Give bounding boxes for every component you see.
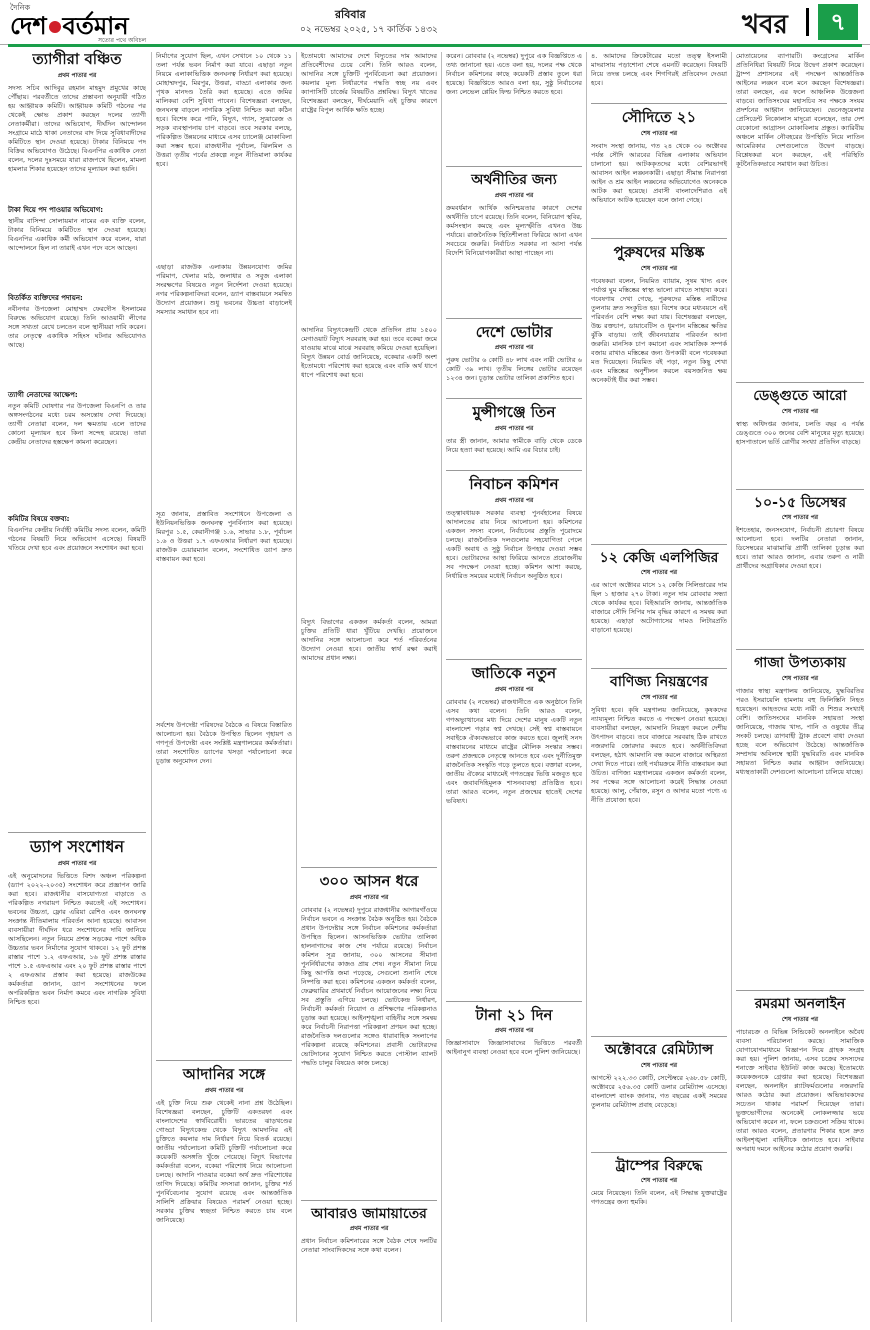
logo-red-dot-icon <box>49 21 61 33</box>
article-divider <box>591 1036 727 1037</box>
headline-tyagira: ত্যাগীরা বঞ্চিত <box>32 50 122 68</box>
article-divider <box>301 1200 437 1201</box>
kicker: প্রথম পাতার পর <box>494 685 534 693</box>
kicker: প্রথম পাতার পর <box>349 893 389 901</box>
kicker: প্রথম পাতার পর <box>494 344 534 352</box>
article-text: এই চুক্তি নিয়ে শুরু থেকেই নানা প্রশ্ন উঠেছিল। বিশেষজ্ঞরা বলছেন, চুক্তিটি একতরফা এবং বাংলাদেশের স্বার্থবিরোধী। ভারতের ঝাড়খণ্ডের গোড্ডা বিদ্যুৎকেন্দ্র থেকে বিদ্যুৎ আমদানির এই চুক্তিতে কয়লার দাম নির্ধারণ নিয়ে বিতর্ক রয়েছে। জাতীয় পর্যালোচনা কমিটি চুক্তিটি পর্যালোচনা করে কয়েকটি অসঙ্গতি খুঁজে পেয়েছে। বিদ্যুৎ বিভাগের কর্মকর্তারা বলেন, বকেয়া পরিশোধ নিয়ে আলোচনা চলছে। আদানি পাওয়ার বকেয়া অর্থ দ্রুত পরিশোধের তাগিদ দিয়েছে। কমিটির সদস্যরা জানান, চুক্তির শর্ত পুনর্বিবেচনার সুযোগ রয়েছে এবং আন্তর্জাতিক সালিশি প্রক্রিয়ার বিষয়েও পরামর্শ নেওয়া হচ্ছে। সরকার চুক্তির স্বচ্ছতা নিশ্চিত করতে চায় বলে জানিয়েছে। <box>156 1098 292 1224</box>
kicker: প্রথম পাতার পর <box>57 859 97 867</box>
article-text: তার স্ত্রী জানান, আমার স্বামীকে বাড়ি থেকে ডেকে নিয়ে হত্যা করা হয়েছে। আমি এর বিচার চাই। <box>446 437 582 455</box>
headline-21-days: টানা ২১ দিন <box>475 1005 553 1024</box>
newspaper-logo <box>8 2 198 42</box>
kicker: শেষ পাতার পর <box>640 1061 678 1069</box>
article-divider <box>446 318 582 319</box>
subheading: টাকা দিয়ে পদ পাওয়ার অভিযোগ: <box>8 205 104 214</box>
article-text: করেন। রোববার (২ নভেম্বর) দুপুরে এক বিজ্ঞপ্তিতে এ তথ্য জানানো হয়। এতে বলা হয়, দলের পক্ষ থেকে নির্বাচন কমিশনের কাছে কয়েকটি প্রস্তাব তুলে ধরা হয়েছে। বিজ্ঞপ্তিতে আরও বলা হয়, সুষ্ঠু নির্বাচনের জন্য লেভেল প্লেয়িং ফিল্ড নিশ্চিত করতে হবে। <box>446 52 582 96</box>
article-text: সর্বশেষ উপদেষ্টা পরিষদের বৈঠকে এ বিষয়ে বিস্তারিত আলোচনা হয়। বৈঠকে উপস্থিত ছিলেন গৃহায়ণ ও গণপূর্ত উপদেষ্টা এবং সংশ্লিষ্ট মন্ত্রণালয়ের কর্মকর্তারা। তারা সংশোধিত ড্যাপের খসড়া পর্যালোচনা করে চূড়ান্ত অনুমোদন দেন। <box>156 721 292 765</box>
kicker: শেষ পাতার পর <box>640 1177 678 1185</box>
section-title: খবর <box>742 10 788 40</box>
article-text: ৪. আমাদের ক্রিকেটারের মতো তত্ত্ব ইসলামী মাদরাসায় পড়াশোনা শেষে এমনটি করেছেন। বিষয়টি নিয়ে তদন্ত চলছে এবং শিগগিরই প্রতিবেদন দেওয়া হবে। <box>591 52 727 87</box>
column-4 <box>446 52 582 1075</box>
column-1 <box>8 52 146 1277</box>
logo-small-text: দৈনিক <box>10 3 31 12</box>
kicker: শেষ পাতার পর <box>781 675 819 683</box>
logo-tagline: সত্যের পথে অবিচল <box>98 37 147 44</box>
kicker: শেষ পাতার পর <box>640 693 678 701</box>
article-text: স্থানীয় বাসিন্দা সোলায়মান নামের এক ব্যক্তি বলেন, টাকার বিনিময়ে কমিটিতে স্থান দেওয়া হয়েছে। বিএনপির একাধিক কর্মী অভিযোগ করে বলেন, যারা আন্দোলনে ছিল না তারাই এখন পদে বসে আছেন। <box>8 216 146 252</box>
article-text: ইশতেহার, জনসংযোগ, নির্বাচনী প্রচারণা বিষয়ে আলোচনা হবে। দলটির নেতারা জানান, ডিসেম্বরের মাঝামাঝি প্রার্থী তালিকা চূড়ান্ত করা হবে। তারা আরও জানান, এবার তরুণ ও নারী প্রার্থীদের অগ্রাধিকার দেওয়া হবে। <box>736 526 864 571</box>
article-divider <box>591 1152 727 1153</box>
article-text: গাজার স্বাস্থ্য মন্ত্রণালয় জানিয়েছে, যুদ্ধবিরতির পরও ইসরায়েলি হামলায় বহু ফিলিস্তিনি নিহত হয়েছেন। আহতদের মধ্যে নারী ও শিশুর সংখ্যাই বেশি। জাতিসংঘের মানবিক সহায়তা সংস্থা জানিয়েছে, গাজায় খাদ্য, পানি ও ওষুধের তীব্র সংকট চলছে। ত্রাণবাহী ট্রাক প্রবেশে বাধা দেওয়া হচ্ছে বলে অভিযোগ উঠেছে। আন্তর্জাতিক সম্প্রদায় অবিলম্বে স্থায়ী যুদ্ধবিরতি এবং মানবিক সহায়তা নিশ্চিত করার আহ্বান জানিয়েছে। মধ্যস্থতাকারী দেশগুলো আলোচনা চালিয়ে যাচ্ছে। <box>736 687 864 777</box>
article-text: সূত্র জানায়, প্রস্তাবিত সংশোধনে উপজেলা ও ইউনিয়নভিত্তিক জনঘনত্ব পুনর্বিন্যাস করা হয়েছে। মিরপুর ১.৫, কেরানীগঞ্জ ১.৬, সাভার ১.৮, পূর্বাচল ১.৬ ও উত্তরা ১.৭ এফএআর নির্ধারণ করা হয়েছে। রাজউক চেয়ারম্যান বলেন, সংশোধিত ড্যাপ দ্রুত বাস্তবায়ন করা হবে। <box>156 510 292 563</box>
article-text: এই অনুমোদনের ভিত্তিতে বিশদ অঞ্চল পরিকল্পনা (ড্যাপ ২০২২-২০৩৫) সংশোধন করে প্রজ্ঞাপন জারি করা হবে। রাজধানীর বাসযোগ্যতা বাড়াতে ও পরিকল্পিত নগরায়ণ নিশ্চিত করতেই এই সংশোধন। ভবনের উচ্চতা, ফ্লোর এরিয়া রেশিও এবং জনঘনত্ব সংক্রান্ত নীতিমালায় পরিবর্তন আনা হয়েছে। আবাসন ব্যবসায়ীরা দীর্ঘদিন ধরে সংশোধনের দাবি জানিয়ে আসছিলেন। নতুন নিয়মে প্রশস্ত সড়কের পাশে অধিক উচ্চতার ভবন নির্মাণের সুযোগ থাকবে। ১২ ফুট প্রশস্ত রাস্তার পাশে ১.২ এফএআর, ১৬ ফুট প্রশস্ত রাস্তার পাশে ১.৫ এফএআর এবং ২০ ফুট প্রশস্ত রাস্তার পাশে ২ এফএআর প্রস্তাব করা হয়েছে। রাজউকের কর্মকর্তারা জানান, ড্যাপ সংশোধনের ফলে অপরিকল্পিত ভবন নির্মাণ কমবে এবং নাগরিক সুবিধা নিশ্চিত হবে। <box>8 871 146 1006</box>
headline-remittance: অক্টোবরে রেমিট্যান্স <box>604 1041 714 1058</box>
kicker: প্রথম পাতার পর <box>57 71 97 79</box>
subheading: বিতর্কিত ব্যক্তিদের পদায়ন: <box>8 293 83 302</box>
kicker: শেষ পাতার পর <box>640 129 678 137</box>
article-divider <box>446 470 582 471</box>
article-divider <box>301 867 437 868</box>
column-5 <box>591 52 727 1216</box>
headline-brain: পুরুষদের মস্তিষ্ক <box>613 242 705 261</box>
article-divider <box>736 489 864 490</box>
article-text: এর আগে অক্টোবর মাসে ১২ কেজি সিলিন্ডারের দাম ছিল ১ হাজার ২৭০ টাকা। নতুন দাম রোববার সন্ধ্যা থেকে কার্যকর হবে। বিইআরসি জানায়, আন্তর্জাতিক বাজারে সৌদি সিপির দাম বৃদ্ধির কারণে এ সমন্বয় করা হয়েছে। এছাড়া অটোগ্যাসের দামও লিটারপ্রতি বাড়ানো হয়েছে। <box>591 581 727 635</box>
kicker: প্রথম পাতার পর <box>494 496 534 504</box>
logo-name-left: দেশ <box>10 12 47 40</box>
article-text: এছাড়া রাজউক এলাকায় উন্নয়নযোগ্য জমির পরিমাণ, খেলার মাঠ, জলাধার ও সবুজ এলাকা সংরক্ষণের বিষয়েও নতুন নির্দেশনা দেওয়া হয়েছে। নগর পরিকল্পনাবিদরা বলেন, ড্যাপ বাস্তবায়নে সমন্বিত উদ্যোগ প্রয়োজন। শুধু ভবনের উচ্চতা বাড়ালেই সমস্যার সমাধান হবে না। <box>156 263 292 316</box>
article-text: সংবাদ সংস্থা জানায়, গত ২৪ থেকে ৩০ অক্টোবর পর্যন্ত সৌদি আরবের বিভিন্ন এলাকায় অভিযান চালানো হয়। আটককৃতদের মধ্যে বেশিরভাগই আবাসন আইন লঙ্ঘনকারী। এছাড়া সীমান্ত নিরাপত্তা আইন ও শ্রম আইন লঙ্ঘনের অভিযোগেও অনেককে আটক করা হয়েছে। প্রবাসী বাংলাদেশিরাও এই অভিযানে আটক হয়েছেন বলে জানা গেছে। <box>591 141 727 204</box>
article-text: প্রধান নির্বাচন কমিশনারের সঙ্গে বৈঠক শেষে দলটির নেতারা সাংবাদিকদের সঙ্গে কথা বলেন। <box>301 1237 437 1255</box>
column-divider <box>296 52 297 1322</box>
article-text: পুরুষ ভোটার ৬ কোটি ৪৮ লাখ এবং নারী ভোটার ৬ কোটি ৩৯ লাখ। তৃতীয় লিঙ্গের ভোটার রয়েছেন ১২৩৪ জন। চূড়ান্ত ভোটার তালিকা প্রকাশিত হবে। <box>446 356 582 383</box>
headline-adani: আদানির সঙ্গে <box>182 1065 266 1083</box>
issue-date: ০২ নভেম্বর ২০২৫, ১৭ কার্তিক ১৪৩২ <box>300 25 438 35</box>
article-text: বোববার (২ নভেম্বর) দুপুরে রাজধানীর আগারগাঁওয়ে নির্বাচন ভবনে এ সংক্রান্ত বৈঠক অনুষ্ঠিত হয়। বৈঠকে প্রধান উপদেষ্টার সঙ্গে নির্বাচন কমিশনের কর্মকর্তারা উপস্থিত ছিলেন। আসনভিত্তিক ভোটার তালিকা হালনাগাদের কাজ শেষ পর্যায়ে রয়েছে। নির্বাচন কমিশন সূত্র জানায়, ৩০০ আসনের সীমানা পুনর্নির্ধারণের কাজও প্রায় শেষ। নতুন সীমানা নিয়ে কিছু আপত্তি জমা পড়েছে, সেগুলো শুনানি শেষে নিষ্পত্তি করা হবে। কমিশনের একজন কর্মকর্তা বলেন, ফেব্রুয়ারির প্রথমার্ধে নির্বাচন আয়োজনের লক্ষ্য নিয়ে সব প্রস্তুতি এগিয়ে চলছে। ভোটকেন্দ্র নির্ধারণ, নির্বাচনী কর্মকর্তা নিয়োগ ও প্রশিক্ষণের পরিকল্পনাও চূড়ান্ত করা হয়েছে। আইনশৃঙ্খলা বাহিনীর সঙ্গে সমন্বয় করে নির্বাচনী নিরাপত্তা পরিকল্পনা প্রণয়ন করা হচ্ছে। রাজনৈতিক দলগুলোর সঙ্গেও ধারাবাহিক সংলাপের পরিকল্পনা রয়েছে কমিশনের। প্রবাসী ভোটারদের ভোটদানের সুযোগ নিশ্চিত করতে পোস্টাল ব্যালট পদ্ধতি চালুর বিষয়েও কাজ চলছে। <box>301 905 437 1067</box>
kicker: প্রথম পাতার পর <box>494 1027 534 1035</box>
kicker: শেষ পাতার পর <box>781 514 819 522</box>
article-text: সুবিধা হবে। কৃষি মন্ত্রণালয় জানিয়েছে, কৃষকদের ন্যায্যমূল্য নিশ্চিত করতে এ পদক্ষেপ নেওয়া হয়েছে। ব্যবসায়ীরা বলছেন, আমদানি নিয়ন্ত্রণ করলে দেশীয় উৎপাদন বাড়বে। তবে বাজারে সরবরাহ ঠিক রাখতে নজরদারি জোরদার করতে হবে। অর্থনীতিবিদরা বলছেন, হঠাৎ আমদানি বন্ধ করলে বাজারে অস্থিরতা দেখা দিতে পারে। তাই পর্যায়ক্রমে নীতি বাস্তবায়ন করা উচিত। বাণিজ্য মন্ত্রণালয়ের একজন কর্মকর্তা বলেন, সব পক্ষের সঙ্গে আলোচনা করেই সিদ্ধান্ত নেওয়া হয়েছে। আলু, পেঁয়াজ, রসুন ও আদার মতো পণ্যে এ নীতি প্রযোজ্য হবে। <box>591 705 727 804</box>
column-divider <box>586 52 587 1322</box>
article-divider <box>591 103 727 104</box>
column-divider <box>151 52 152 1322</box>
article-divider <box>446 659 582 660</box>
header-rule <box>8 44 862 47</box>
masthead <box>0 0 870 45</box>
column-divider <box>731 52 732 1322</box>
article-divider <box>736 990 864 991</box>
headline-lpg: ১২ কেজি এলপিজির <box>599 549 719 566</box>
article-divider <box>446 1001 582 1002</box>
headline-trade-control: বাণিজ্য নিয়ন্ত্রণের <box>610 674 708 691</box>
article-text: সদস্য সচিব আদিবুর রহমান মাহমুদ প্রমুখের কাছে পৌঁছায়। পরবর্তীতে তাদের প্রস্তাবনা অনুযায়ী গঠিত হয় আহ্বায়ক কমিটি। আহ্বায়ক কমিটি গঠনের পর থেকেই ক্ষোভ প্রকাশ করছেন দলের ত্যাগী নেতাকর্মীরা। তাদের অভিযোগ, দীর্ঘদিন আন্দোলন সংগ্রামে মাঠে থাকা নেতাদের বাদ দিয়ে সুবিধাবাদীদের কমিটিতে স্থান দেওয়া হয়েছে। টাকার বিনিময়ে পদ বিক্রির অভিযোগও উঠেছে। বিএনপির একাধিক নেতা বলেন, দলের দুঃসময়ে যারা রাজপথে ছিলেন, মামলা হামলার শিকার হয়েছেন তাদের মূল্যায়ন করা হয়নি। <box>8 83 146 173</box>
subheading: কমিটির বিষয়ে বক্তব্য: <box>8 514 70 523</box>
article-text: নবীনগর উপজেলা মোহাম্মদ ফেরদৌস ইসলামের বিরুদ্ধে অভিযোগ রয়েছে। তিনি আওয়ামী লীগের সঙ্গে সখ্যতা রেখে চলতেন বলে স্থানীয়রা দাবি করেন। তার নেতৃত্বে একাধিক সহিংস ঘটনার অভিযোগও আছে। <box>8 304 146 349</box>
subheading: ত্যাগী নেতাদের আক্ষেপ: <box>8 390 78 399</box>
headline-jamaat: আবারও জামায়াতের <box>311 1205 427 1222</box>
article-text: গবেষকরা বলেন, নিয়মিত ব্যায়াম, সুষম খাদ্য এবং পর্যাপ্ত ঘুম মস্তিষ্কের স্বাস্থ্য ভালো রাখতে সাহায্য করে। গবেষণায় দেখা গেছে, পুরুষদের মস্তিষ্ক নারীদের তুলনায় দ্রুত সংকুচিত হয়। বিশেষ করে মধ্যবয়সে এই পরিবর্তন বেশি লক্ষ্য করা যায়। বিশেষজ্ঞরা বলছেন, উচ্চ রক্তচাপ, ডায়াবেটিস ও ধূমপান মস্তিষ্কের ক্ষতির ঝুঁকি বাড়ায়। তাই জীবনযাত্রায় পরিবর্তন আনা জরুরি। মানসিক চাপ কমানো এবং সামাজিক সম্পর্ক বজায় রাখাও মস্তিষ্কের জন্য উপকারী বলে গবেষকরা মত দিয়েছেন। নিয়মিত বই পড়া, নতুন কিছু শেখা এবং মস্তিষ্কের অনুশীলন করলে বয়সজনিত ক্ষয় অনেকটাই ধীর করা সম্ভব। <box>591 276 727 384</box>
kicker: শেষ পাতার পর <box>640 569 678 577</box>
article-divider <box>8 832 146 833</box>
kicker: শেষ পাতার পর <box>640 264 678 272</box>
headline-300-seats: ৩০০ আসন ধরে <box>319 872 419 890</box>
column-3 <box>301 52 437 1273</box>
headline-nation-new: জাতিকে নতুন <box>471 663 557 682</box>
issue-day: রবিবার <box>335 8 366 21</box>
headline-election-commission: নিবাচন কমিশন <box>469 475 559 494</box>
article-text: আগস্টে ২২২.৩৩ কোটি, সেপ্টেম্বরে ২৬৮.৫৮ কোটি, অক্টোবরে ২৫৬.৩৫ কোটি ডলার রেমিট্যান্স এসেছে। বাংলাদেশ ব্যাংক জানায়, গত বছরের একই সময়ের তুলনায় রেমিট্যান্স প্রবাহ বেড়েছে। <box>591 1073 727 1109</box>
kicker: শেষ পাতার পর <box>781 1015 819 1023</box>
headline-dengue: ডেঙ্গুতে আরো <box>753 388 847 404</box>
column-6 <box>736 52 864 1298</box>
article-text: জিজ্ঞাসাবাদে জিজ্ঞাসাবাদের ভিত্তিতে পরবর্তী আইনানুগ ব্যবস্থা নেওয়া হবে বলে পুলিশ জানিয়েছে। <box>446 1039 582 1057</box>
article-divider <box>736 649 864 650</box>
article-text: বিদ্যুৎ বিভাগের একজন কর্মকর্তা বলেন, আমরা চুক্তির প্রতিটি ধারা খুঁটিয়ে দেখছি। প্রয়োজনে আদানির সঙ্গে আলোচনা করে শর্ত পরিবর্তনের উদ্যোগ নেওয়া হবে। জাতীয় স্বার্থ রক্ষা করাই আমাদের প্রধান লক্ষ্য। <box>301 618 437 662</box>
headline-online: রমরমা অনলাইন <box>754 996 846 1013</box>
article-text: আদানির বিদ্যুৎকেন্দ্রটি থেকে প্রতিদিন প্রায় ১৫০০ মেগাওয়াট বিদ্যুৎ সরবরাহ করা হয়। তবে বকেয়া জমে যাওয়ায় মাঝে মাঝে সরবরাহ কমিয়ে দেওয়া হয়েছিল। বিদ্যুৎ উন্নয়ন বোর্ড জানিয়েছে, বকেয়ার একটি অংশ ইতোমধ্যে পরিশোধ করা হয়েছে এবং বাকি অর্থ ধাপে ধাপে পরিশোধ করা হবে। <box>301 326 437 379</box>
article-text: পাচারচক্র ও বিভিন্ন সিন্ডিকেট অনলাইনে অবৈধ ব্যবসা পরিচালনা করছে। সামাজিক যোগাযোগমাধ্যমে বিজ্ঞাপন দিয়ে গ্রাহক সংগ্রহ করা হয়। পুলিশ জানায়, এসব চক্রের সদস্যদের শনাক্তে সাইবার ইউনিট কাজ করছে। ইতোমধ্যে কয়েকজনকে গ্রেপ্তার করা হয়েছে। বিশেষজ্ঞরা বলছেন, অনলাইন প্ল্যাটফর্মগুলোর নজরদারি আরও কঠোর করা প্রয়োজন। অভিভাবকদের সচেতন থাকার পরামর্শ দিয়েছেন তারা। ভুক্তভোগীদের অনেকেই লোকলজ্জার ভয়ে অভিযোগ করেন না, ফলে চক্রগুলো সক্রিয় থাকে। তারা আরও বলেন, প্রতারণার শিকার হলে দ্রুত আইনশৃঙ্খলা বাহিনীকে জানাতে হবে। সাইবার অপরাধ দমনে আইনের কঠোর প্রয়োগ জরুরি। <box>736 1027 864 1153</box>
headline-trump: ট্রাম্পের বিরুদ্ধে <box>615 1157 703 1174</box>
article-text: তত্ত্বাবধায়ক সরকার ব্যবস্থা পুনর্বহালের বিষয়ে আদালতের রায় নিয়ে আলোচনা হয়। কমিশনের একজন সদস্য বলেন, নির্বাচনের প্রস্তুতি পুরোদমে চলছে। রাজনৈতিক দলগুলোর সহযোগিতা পেলে একটি অবাধ ও সুষ্ঠু নির্বাচন উপহার দেওয়া সম্ভব হবে। ভোটারদের আস্থা ফিরিয়ে আনতে প্রয়োজনীয় সব পদক্ষেপ নেওয়া হচ্ছে। কমিশন আশা করছে, নির্ধারিত সময়ের মধ্যেই নির্বাচন অনুষ্ঠিত হবে। <box>446 508 582 580</box>
article-divider <box>591 668 727 669</box>
article-text: বিএনপির কেন্দ্রীয় নির্বাহী কমিটির সদস্য বলেন, কমিটি গঠনের বিষয়টি নিয়ে অভিযোগ এসেছে। বিষয়টি খতিয়ে দেখা হবে এবং প্রয়োজনে সংশোধন করা হবে। <box>8 525 146 552</box>
article-divider <box>591 238 727 239</box>
article-divider <box>591 544 727 545</box>
section-divider <box>806 8 809 36</box>
page-number-badge: ৭ <box>818 4 858 40</box>
headline-december: ১০-১৫ ডিসেম্বর <box>753 494 847 511</box>
article-text: মোতায়েনের ব্যাপারটি। কংগ্রেসের মার্কিন প্রতিনিধিরা বিষয়টি নিয়ে উদ্বেগ প্রকাশ করেছেন। ট্রাম্প প্রশাসনের এই পদক্ষেপ আন্তর্জাতিক আইনের লঙ্ঘন বলে মনে করছেন বিশেষজ্ঞরা। তারা বলছেন, এর ফলে আঞ্চলিক উত্তেজনা বাড়বে। জাতিসংঘের মহাসচিব সব পক্ষকে সংযম প্রদর্শনের আহ্বান জানিয়েছেন। ভেনেজুয়েলার প্রেসিডেন্ট নিকোলাস মাদুরো বলেছেন, তার দেশ যেকোনো আগ্রাসন মোকাবিলায় প্রস্তুত। ক্যারিবীয় অঞ্চলে মার্কিন নৌবহরের উপস্থিতি নিয়ে লাতিন আমেরিকার দেশগুলোতে উদ্বেগ বাড়ছে। বিশ্লেষকরা মনে করছেন, এই পরিস্থিতি কূটনৈতিকভাবে সমাধান করা উচিত। <box>736 52 864 168</box>
kicker: প্রথম পাতার পর <box>204 1086 244 1094</box>
article-text: মেয়ে নিয়েছেন। তিনি বলেন, এই সিদ্ধান্ত যুক্তরাষ্ট্রের গণতন্ত্রের জন্য হুমকি। <box>591 1189 727 1207</box>
article-text: নির্মাণের সুযোগ ছিল, এখন সেখানে ১০ থেকে ১১ তলা পর্যন্ত ভবন নির্মাণ করা যাবে। এছাড়া নতুন নিয়মে এলাকাভিত্তিক জনঘনত্ব নির্ধারণ করা হয়েছে। মোহাম্মদপুর, মিরপুর, উত্তরা, বাড্ডা এলাকার জন্য পৃথক মানদণ্ড তৈরি করা হয়েছে। এতে জমির মালিকরা বেশি সুবিধা পাবেন। বিশেষজ্ঞরা বলছেন, জনঘনত্ব বাড়লে নাগরিক সুবিধা নিশ্চিত করা কঠিন হবে। বিশেষ করে পানি, বিদ্যুৎ, গ্যাস, স্যুয়ারেজ ও সড়ক ব্যবস্থাপনায় চাপ বাড়বে। তবে সরকার বলছে, পরিকল্পিত উন্নয়নের মাধ্যমে এসব চ্যালেঞ্জ মোকাবিলা করা সম্ভব হবে। রাজধানীর পূর্বাচল, ঝিলমিল ও উত্তরা তৃতীয় পর্বের প্রকল্পে নতুন নীতিমালা কার্যকর হবে। <box>156 52 292 168</box>
headline-voters: দেশে ভোটার <box>475 322 553 341</box>
article-text: ইতোমধ্যে আমাদের দেশে বিদ্যুতের দাম আমাদের প্রতিবেশীদের চেয়ে বেশি। তিনি আরও বলেন, আদানির সঙ্গে চুক্তিটি পুনর্বিবেচনা করা প্রয়োজন। কয়লার মূল্য নির্ধারণের পদ্ধতি স্বচ্ছ নয় এবং ক্যাপাসিটি চার্জের বিষয়টিও প্রশ্নবিদ্ধ। বিদ্যুৎ খাতের বিশেষজ্ঞরা বলছেন, দীর্ঘমেয়াদি এই চুক্তির কারণে রাষ্ট্রের বিপুল আর্থিক ক্ষতি হচ্ছে। <box>301 52 437 114</box>
article-divider <box>446 166 582 167</box>
headline-saudi: সৌদিতে ২১ <box>621 108 697 126</box>
article-divider <box>736 382 864 383</box>
column-divider <box>441 52 442 1322</box>
article-divider <box>446 398 582 399</box>
headline-economy: অর্থনীতির জন্য <box>471 172 557 188</box>
logo-name-right: বর্তমান <box>62 12 129 40</box>
article-text: নতুন কমিটি ঘোষণার পর উপজেলা বিএনপি ও তার অঙ্গসংগঠনের মধ্যে চরম অসন্তোষ দেখা দিয়েছে। ত্যাগী নেতারা বলেন, দল ক্ষমতায় এলে তাদের কোনো মূল্যায়ন হবে কিনা সন্দেহ রয়েছে। তারা কেন্দ্রীয় নেতাদের হস্তক্ষেপ কামনা করেছেন। <box>8 401 146 446</box>
article-divider <box>156 1060 292 1061</box>
kicker: প্রথম পাতার পর <box>494 425 534 433</box>
column-2 <box>156 52 292 1297</box>
kicker: প্রথম পাতার পর <box>349 1225 389 1233</box>
headline-gaza: গাজা উপত্যকায় <box>754 655 846 672</box>
headline-dap: ড্যাপ সংশোধন <box>30 836 124 856</box>
kicker: শেষ পাতার পর <box>781 407 819 415</box>
article-text: রোববার (২ নভেম্বর) রাজধানীতে এক অনুষ্ঠানে তিনি এসব কথা বলেন। তিনি আরও বলেন, গণঅভ্যুত্থানের মধ্য দিয়ে দেশের মানুষ একটি নতুন বাংলাদেশ গড়ার স্বপ্ন দেখছে। সেই স্বপ্ন বাস্তবায়নে সবাইকে ঐক্যবদ্ধভাবে কাজ করতে হবে। জুলাই সনদ বাস্তবায়নের মাধ্যমে রাষ্ট্রের মৌলিক সংস্কার সম্ভব। তরুণ প্রজন্মকে নেতৃত্বে আনতে হবে এবং দুর্নীতিমুক্ত রাজনৈতিক সংস্কৃতি গড়ে তুলতে হবে। বক্তারা বলেন, জাতীয় ঐক্যের মাধ্যমেই গণতন্ত্রের ভিত্তি মজবুত হবে এবং জবাবদিহিমূলক শাসনব্যবস্থা প্রতিষ্ঠিত হবে। তারা আরও বলেন, নতুন প্রজন্মের হাতেই দেশের ভবিষ্যৎ। <box>446 697 582 805</box>
article-text: ক্রমবর্ধমান আর্থিক অনিশ্চয়তার কারণে দেশের অর্থনীতি চাপে রয়েছে। তিনি বলেন, বিনিয়োগ স্থবির, কর্মসংস্থান কমছে এবং মূল্যস্ফীতি এখনও উচ্চ পর্যায়ে। রাজনৈতিক স্থিতিশীলতা ফিরিয়ে আনা এখন সবচেয়ে জরুরি। নির্বাচিত সরকার না আসা পর্যন্ত বিদেশি বিনিয়োগকারীরা আস্থা পাচ্ছেন না। <box>446 203 582 257</box>
article-text: স্বাস্থ্য অধিদপ্তর জানায়, চলতি বছর এ পর্যন্ত ডেঙ্গুতে ৩০০ জনের বেশি মানুষের মৃত্যু হয়েছে। হাসপাতালে ভর্তি রোগীর সংখ্যা প্রতিদিন বাড়ছে। <box>736 419 864 446</box>
kicker: প্রথম পাতার পর <box>494 191 534 199</box>
headline-munshiganj: মুন্সীগঞ্জে তিন <box>472 403 556 422</box>
